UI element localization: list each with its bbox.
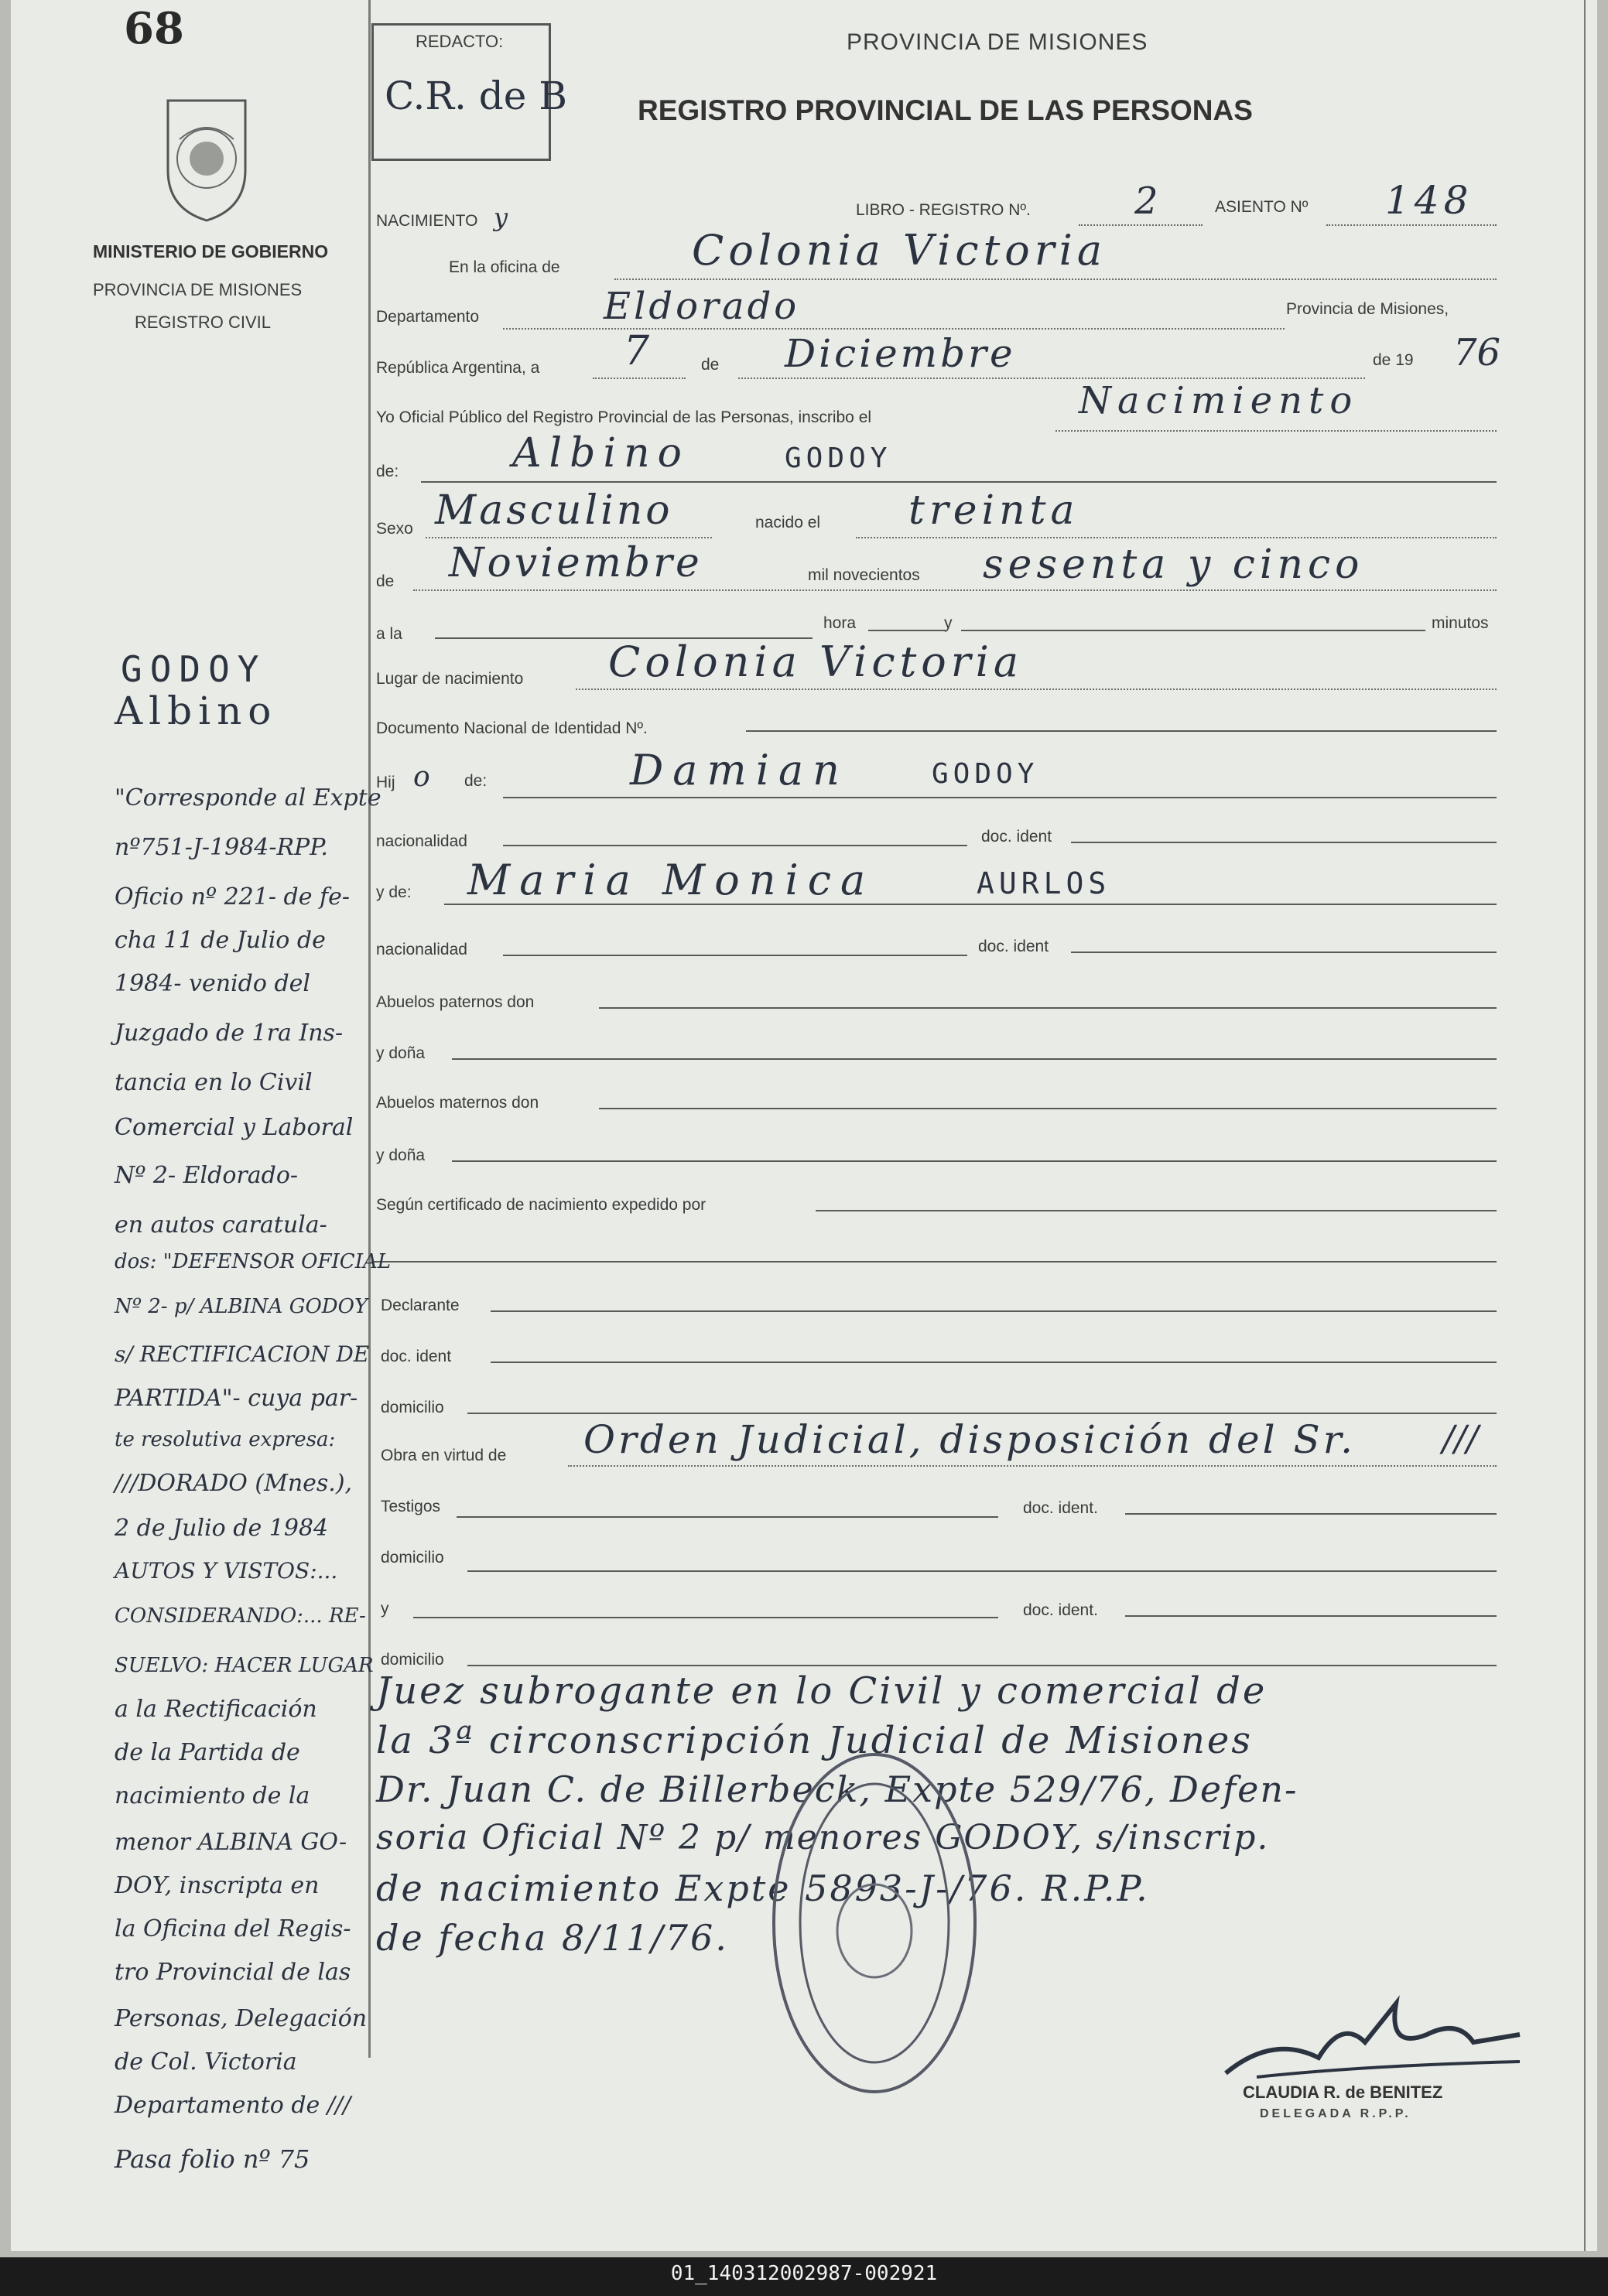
asiento-label: ASIENTO Nº (1215, 198, 1309, 216)
segun-label: Según certificado de nacimiento expedido por (376, 1196, 706, 1214)
sexo-value: Masculino (435, 487, 673, 534)
doc-ident3-label: doc. ident (381, 1348, 452, 1365)
margin-divider (368, 0, 371, 2058)
year-words-value: sesenta y cinco (983, 542, 1364, 588)
asiento-value: 148 (1385, 178, 1473, 223)
margin-note-line: te resolutiva expresa: (115, 1428, 336, 1451)
signature-name: CLAUDIA R. de BENITEZ (1243, 2082, 1443, 2102)
margin-note-line: AUTOS Y VISTOS:... (115, 1558, 338, 1584)
domicilio3-label: domicilio (381, 1651, 444, 1669)
civil-registry-label: REGISTRO CIVIL (135, 313, 272, 332)
pasa-folio: Pasa folio nº 75 (115, 2144, 310, 2174)
month-value: Diciembre (785, 331, 1016, 376)
dni-label: Documento Nacional de Identidad Nº. (376, 719, 648, 737)
domicilio1-label: domicilio (381, 1399, 444, 1416)
y-label: y (944, 614, 953, 632)
a-la-label: a la (376, 625, 402, 643)
margin-note-line: s/ RECTIFICACION DE (115, 1341, 370, 1367)
abuelos-maternos-label: Abuelos maternos don (376, 1094, 539, 1112)
de-colon-label: de: (464, 772, 488, 790)
doc-ident5-label: doc. ident. (1023, 1601, 1098, 1619)
lugar-label: Lugar de nacimiento (376, 670, 524, 688)
hij-suffix: o (413, 761, 430, 793)
doc-ident2-label: doc. ident (978, 938, 1049, 955)
departamento-label: Departamento (376, 308, 480, 326)
margin-note-line: a la Rectificación (115, 1696, 317, 1723)
oficina-value: Colonia Victoria (692, 226, 1107, 275)
minutos-label: minutos (1432, 614, 1489, 632)
margin-note-line: Personas, Delegación (115, 2005, 368, 2032)
lugar-value: Colonia Victoria (608, 637, 1024, 686)
signature-role: DELEGADA R.P.P. (1260, 2107, 1411, 2120)
de-month-label: de (376, 572, 395, 590)
domicilio2-label: domicilio (381, 1549, 444, 1567)
document-page (11, 0, 1597, 2251)
margin-note-line: ///DORADO (Mnes.), (115, 1470, 353, 1497)
margin-note-line: dos: "DEFENSOR OFICIAL (115, 1250, 392, 1273)
father-last: GODOY (932, 758, 1039, 790)
republica-label: República Argentina, a (376, 359, 540, 377)
margin-note-line: nacimiento de la (115, 1782, 310, 1809)
nacido-el-value: treinta (908, 487, 1079, 534)
province-label: PROVINCIA DE MISIONES (93, 280, 303, 299)
margin-note-line: tro Provincial de las (115, 1959, 351, 1986)
sexo-label: Sexo (376, 520, 413, 538)
remark-line-1: Juez subrogante en lo Civil y comercial de (376, 1669, 1268, 1713)
coat-of-arms-seal (156, 93, 257, 224)
right-border (1584, 0, 1586, 2251)
scan-id: 01_140312002987-002921 (670, 2262, 938, 2285)
name-first: Albino (512, 430, 689, 477)
registry-stamp (766, 1745, 983, 2101)
libro-label: LIBRO - REGISTRO Nº. (856, 201, 1031, 219)
margin-note-line: DOY, inscripta en (115, 1872, 320, 1899)
margin-note-line: Oficio nº 221- de fe- (115, 883, 350, 911)
ministry-label: MINISTERIO DE GOBIERNO (93, 241, 329, 261)
page-number: 68 (124, 3, 184, 54)
margin-note-line: menor ALBINA GO- (115, 1829, 347, 1856)
nacido-el-label: nacido el (755, 514, 821, 531)
y-dona1-label: y doña (376, 1044, 426, 1062)
y-de-label: y de: (376, 883, 412, 901)
doc-ident4-label: doc. ident. (1023, 1499, 1098, 1517)
month-born-value: Noviembre (449, 540, 703, 586)
remark-line-4: soria Oficial Nº 2 p/ menores GODOY, s/inscrip. (376, 1818, 1270, 1857)
nacimiento-mark: y (494, 203, 508, 232)
nacionalidad2-label: nacionalidad (376, 941, 467, 958)
father-first: Damian (630, 746, 849, 794)
libro-value: 2 (1134, 179, 1158, 223)
redacto-label: REDACTO: (416, 32, 504, 51)
margin-name-last: GODOY (121, 648, 267, 690)
redacto-value: C.R. de B (385, 73, 568, 118)
margin-note-line: 1984- venido del (115, 970, 310, 997)
margin-note-line: Nº 2- Eldorado- (115, 1162, 299, 1189)
de-name-label: de: (376, 463, 399, 480)
remark-line-3: Dr. Juan C. de Billerbeck, Expte 529/76, Defen- (376, 1768, 1298, 1810)
margin-note-line: PARTIDA"- cuya par- (115, 1385, 358, 1412)
name-last: GODOY (785, 442, 892, 474)
margin-name-first: Albino (115, 688, 278, 733)
margin-note-line: 2 de Julio de 1984 (115, 1515, 329, 1542)
header-province: PROVINCIA DE MISIONES (847, 29, 1148, 55)
oficina-label: En la oficina de (449, 258, 560, 276)
obra-mark: /// (1442, 1417, 1479, 1459)
margin-note-line: CONSIDERANDO:... RE- (115, 1604, 366, 1628)
header-title: REGISTRO PROVINCIAL DE LAS PERSONAS (638, 94, 1253, 126)
obra-label: Obra en virtud de (381, 1447, 507, 1464)
de-19-label: de 19 (1373, 351, 1414, 369)
remark-line-6: de fecha 8/11/76. (376, 1917, 729, 1959)
doc-ident1-label: doc. ident (981, 828, 1052, 846)
margin-note-line: de Col. Victoria (115, 2048, 297, 2076)
remark-line-5: de nacimiento Expte 5893-J-/76. R.P.P. (376, 1867, 1150, 1909)
y-dona2-label: y doña (376, 1146, 426, 1164)
nacionalidad1-label: nacionalidad (376, 832, 467, 850)
year-value: 76 (1453, 331, 1501, 374)
margin-note-line: tancia en lo Civil (115, 1069, 313, 1096)
margin-note-line: en autos caratula- (115, 1211, 327, 1239)
testigos-label: Testigos (381, 1498, 441, 1515)
yo-oficial-label: Yo Oficial Público del Registro Provincial de las Personas, inscribo el (376, 408, 872, 426)
abuelos-paternos-label: Abuelos paternos don (376, 993, 535, 1011)
hora-label: hora (823, 614, 857, 632)
mother-last: AURLOS (977, 866, 1111, 900)
margin-note-line: SUELVO: HACER LUGAR (115, 1654, 374, 1677)
remark-line-2: la 3ª circonscripción Judicial de Misiones (376, 1719, 1253, 1762)
provincia-label: Provincia de Misiones, (1286, 300, 1449, 318)
hij-label: Hij (376, 774, 395, 791)
obra-value: Orden Judicial, disposición del Sr. (583, 1417, 1357, 1462)
margin-note-line: de la Partida de (115, 1739, 300, 1766)
nacimiento-label: NACIMIENTO (376, 212, 478, 230)
inscribo-value: Nacimiento (1079, 379, 1359, 422)
margin-note-line: "Corresponde al Expte (115, 784, 381, 811)
margin-note-line: cha 11 de Julio de (115, 927, 326, 954)
departamento-value: Eldorado (604, 285, 800, 328)
margin-note-line: nº751-J-1984-RPP. (115, 834, 328, 861)
mil-novecientos-label: mil novecientos (808, 566, 920, 584)
margin-note-line: Juzgado de 1ra Ins- (115, 1020, 344, 1047)
margin-note-line: Departamento de /// (115, 2092, 351, 2119)
y-last-label: y (381, 1600, 389, 1618)
mother-value: Maria Monica (467, 856, 875, 904)
margin-note-line: Nº 2- p/ ALBINA GODOY (115, 1295, 368, 1318)
de-label: de (701, 356, 720, 374)
redacto-box (371, 23, 568, 161)
margin-note-line: Comercial y Laboral (115, 1114, 354, 1141)
declarante-label: Declarante (381, 1297, 460, 1314)
signature-mark (1210, 1988, 1535, 2089)
margin-note-line: la Oficina del Regis- (115, 1915, 351, 1942)
day-value: 7 (624, 328, 650, 374)
